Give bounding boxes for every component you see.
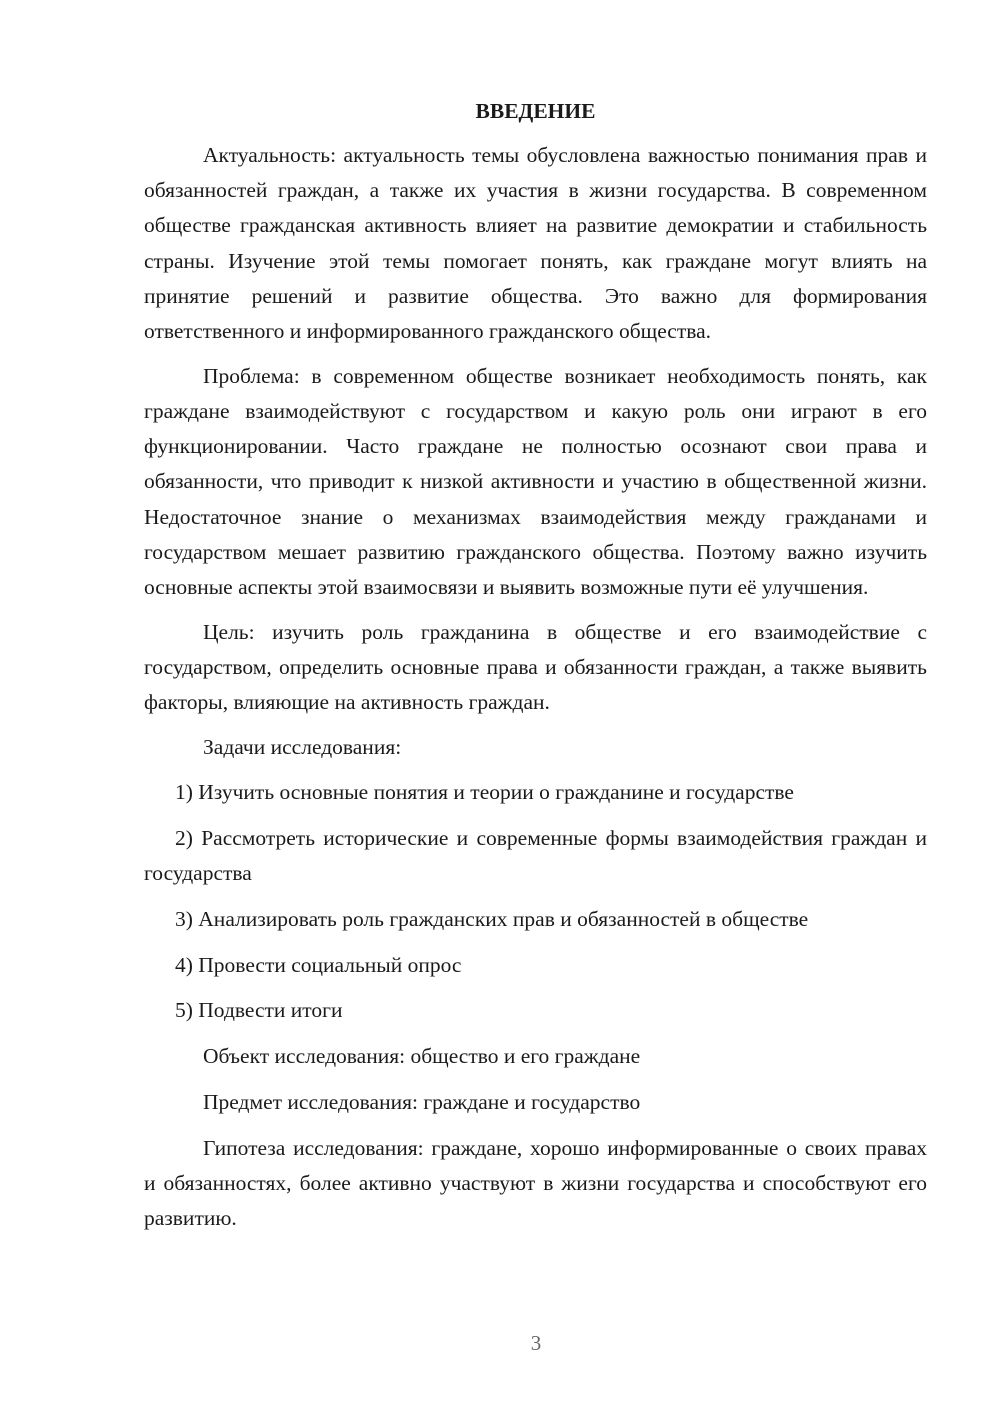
goal-paragraph: Цель: изучить роль гражданина в обществе и его взаимодействие с государством, определить основные права и обязанности граждан, а также выявить факторы, влияющие на активность граждан. <box>144 619 927 715</box>
page-title: ВВЕДЕНИЕ <box>475 99 596 123</box>
task-item-1: 1) Изучить основные понятия и теории о гражданине и государстве <box>175 780 794 805</box>
subject-paragraph: Предмет исследования: граждане и государство <box>203 1089 641 1114</box>
relevance-paragraph: Актуальность: актуальность темы обусловлена важностью понимания прав и обязанностей граждан, а также их участия в жизни государства. В современном обществе гражданская активность влияет на развитие демократии и стабильность страны. Изучение этой темы помогает понять, как граждане могут влиять на принятие решений и развитие общества. Это важно для формирования ответственного и информированного гражданского общества. <box>144 143 927 344</box>
hypothesis-paragraph: Гипотеза исследования: граждане, хорошо информированные о своих правах и обязанностях, более активно участвуют в жизни государства и способствуют его развитию. <box>144 1135 927 1230</box>
task-item-4: 4) Провести социальный опрос <box>175 952 462 977</box>
object-paragraph: Объект исследования: общество и его граждане <box>203 1044 641 1069</box>
tasks-heading: Задачи исследования: <box>203 734 402 759</box>
problem-paragraph: Проблема: в современном обществе возникает необходимость понять, как граждане взаимодействуют с государством и какую роль они играют в его функционировании. Часто граждане не полностью осознают свои права и обязанности, что приводит к низкой активности и участию в общественной жизни. Недостаточное знание о механизмах взаимодействия между гражданами и государством мешает развитию гражданского общества. Поэтому важно изучить основные аспекты этой взаимосвязи и выявить возможные пути её улучшения. <box>144 363 927 599</box>
page-number: 3 <box>530 1331 542 1355</box>
task-item-3: 3) Анализировать роль гражданских прав и обязанностей в обществе <box>175 907 809 932</box>
task-item-5: 5) Подвести итоги <box>175 998 343 1023</box>
task-item-2: 2) Рассмотреть исторические и современные формы взаимодействия граждан и государства <box>144 826 927 886</box>
document-body <box>144 94 927 1246</box>
